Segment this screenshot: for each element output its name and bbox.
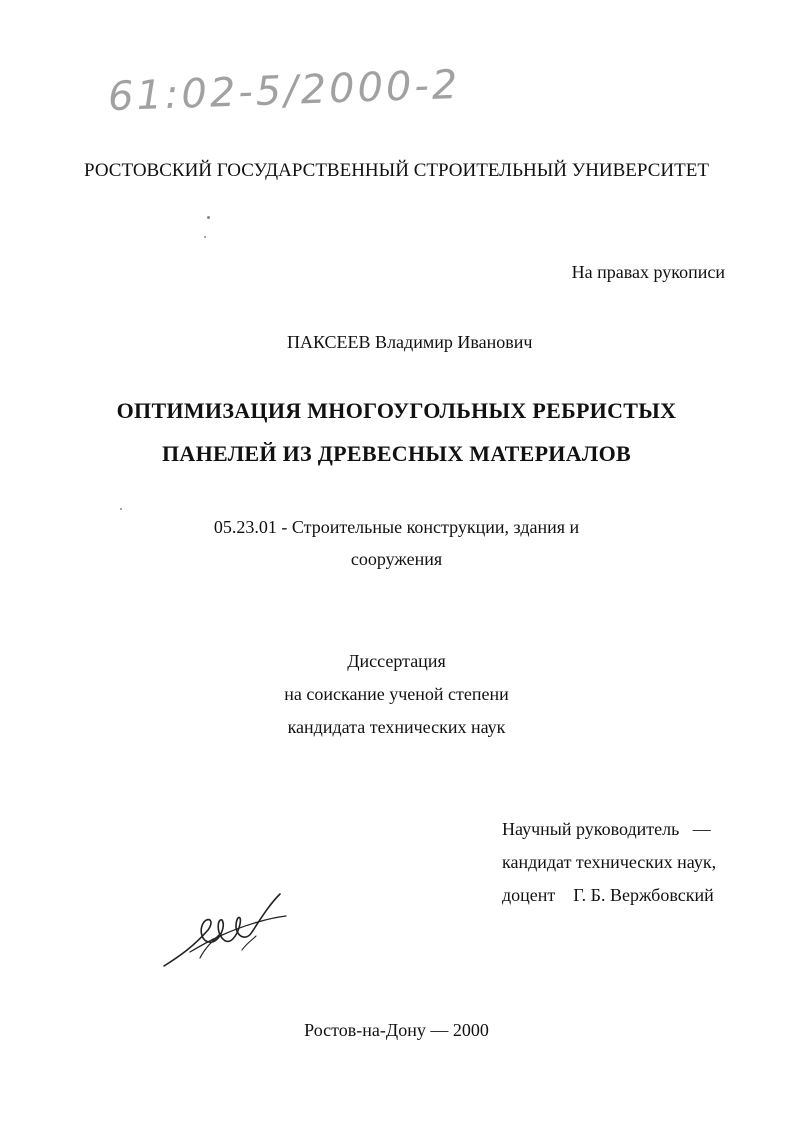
- specialty-code-line-1: 05.23.01 - Строительные конструкции, здания и: [213, 517, 580, 537]
- degree-line-3: кандидата технических наук: [287, 717, 506, 737]
- scan-speck: [204, 236, 206, 238]
- author-name: ПАКСЕЕВ Владимир Иванович: [287, 332, 533, 352]
- supervisor-line-3: доцент Г. Б. Вержбовский: [502, 885, 714, 905]
- city-and-year: Ростов-на-Дону — 2000: [304, 1020, 489, 1040]
- university-name: РОСТОВСКИЙ ГОСУДАРСТВЕННЫЙ СТРОИТЕЛЬНЫЙ УНИВЕРСИТЕТ: [84, 160, 709, 181]
- library-shelf-mark: 61:02-5/2000-2: [107, 61, 462, 121]
- supervisor-line-1: Научный руководитель —: [502, 819, 711, 839]
- degree-line-1: Диссертация: [347, 651, 446, 671]
- scan-speck: [207, 216, 210, 219]
- degree-line-2: на соискание ученой степени: [284, 684, 509, 704]
- scan-speck: [120, 508, 122, 510]
- thesis-title-line-2: ПАНЕЛЕЙ ИЗ ДРЕВЕСНЫХ МАТЕРИАЛОВ: [162, 441, 631, 466]
- rights-note: На правах рукописи: [571, 262, 725, 282]
- author-signature: [160, 890, 290, 970]
- thesis-title-line-1: ОПТИМИЗАЦИЯ МНОГОУГОЛЬНЫХ РЕБРИСТЫХ: [116, 398, 677, 423]
- supervisor-line-2: кандидат технических наук,: [502, 852, 717, 872]
- specialty-code-line-2: сооружения: [350, 549, 443, 569]
